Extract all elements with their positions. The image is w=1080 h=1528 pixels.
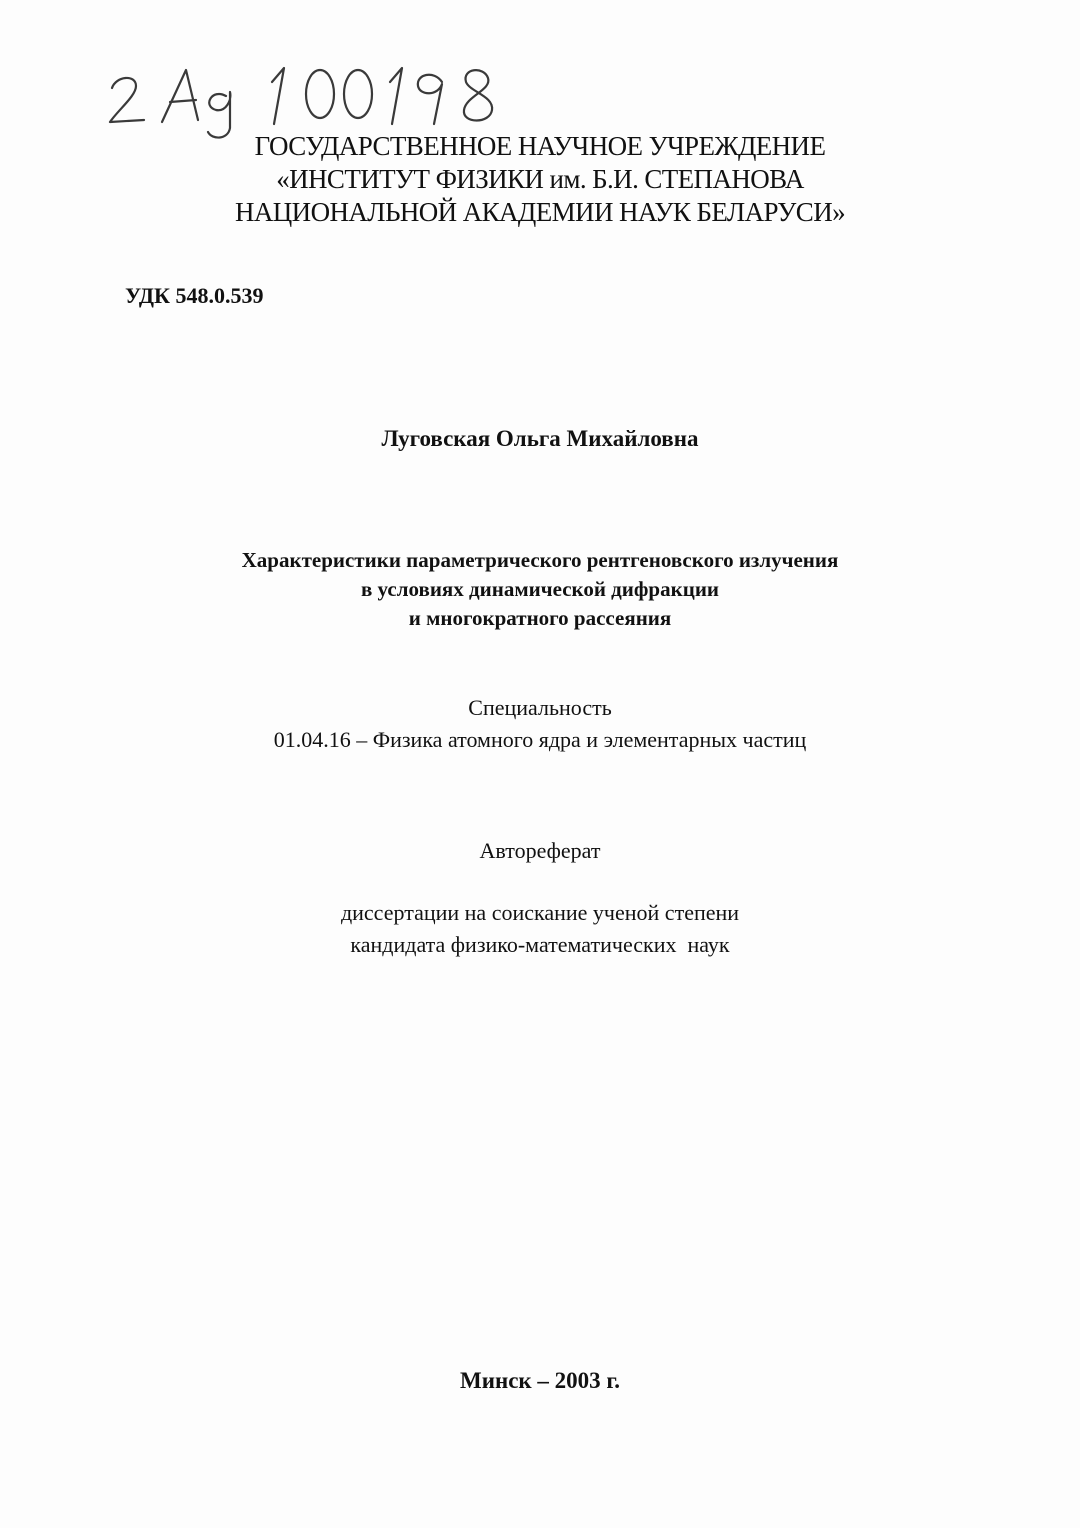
institution-line: ГОСУДАРСТВЕННОЕ НАУЧНОЕ УЧРЕЖДЕНИЕ <box>254 131 826 161</box>
dissertation-title <box>0 546 1080 633</box>
institution-heading <box>0 130 1080 229</box>
specialty-value: 01.04.16 – Физика атомного ядра и элементарных частиц <box>273 727 807 752</box>
specialty <box>0 692 1080 756</box>
institution-line: «ИНСТИТУТ ФИЗИКИ им. Б.И. СТЕПАНОВА <box>276 164 804 194</box>
udk-code: УДК 548.0.539 <box>125 283 264 308</box>
institution-line: НАЦИОНАЛЬНОЙ АКАДЕМИИ НАУК БЕЛАРУСИ» <box>234 197 846 227</box>
place-and-year: Минск – 2003 г. <box>459 1368 621 1393</box>
specialty-label: Специальность <box>468 695 612 720</box>
title-line: Характеристики параметрического рентгеновского излучения <box>241 548 839 572</box>
title-line: в условиях динамической дифракции <box>360 577 720 601</box>
handwritten-inventory-mark <box>100 30 520 140</box>
degree-line: кандидата физико-математических наук <box>350 932 730 957</box>
title-line: и многократного рассеяния <box>408 606 672 630</box>
document-type: Автореферат <box>479 838 601 863</box>
degree-line: диссертации на соискание ученой степени <box>340 900 740 925</box>
degree-statement <box>0 897 1080 961</box>
author-name: Луговская Ольга Михайловна <box>381 426 699 451</box>
